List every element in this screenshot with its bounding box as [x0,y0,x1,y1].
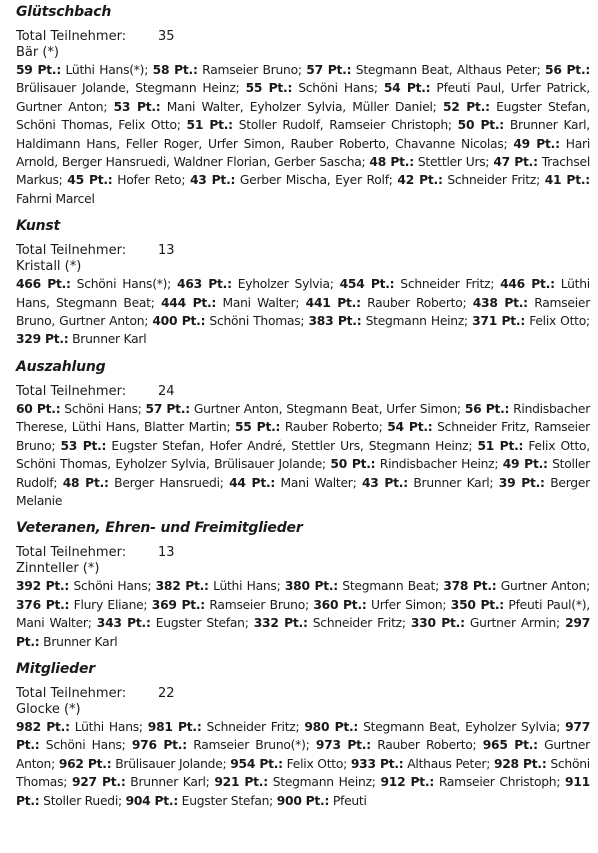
result-entry [306,296,467,310]
total-value: 22 [158,685,175,701]
participant-names: Hari Arnold, Berger Hansruedi, Waldner Florian, Gerber Sascha; [16,136,590,170]
result-entry [397,173,540,187]
section-veteranen [16,520,590,651]
result-entry [443,579,590,593]
result-entry [330,457,498,471]
prize-label: Bär (*) [16,45,60,60]
points-value: 962 Pt.: [58,756,112,771]
participant-names: Stegmann Beat, Eyholzer Sylvia; [363,719,561,734]
points-value: 378 Pt.: [443,579,497,594]
points-value: 466 Pt.: [16,277,71,292]
points-value: 954 Pt.: [230,756,283,771]
points-value: 376 Pt.: [16,597,70,612]
participant-names: Stegmann Beat; [342,579,439,594]
participant-names: Gurtner Anton; [16,738,590,771]
participant-names: Rindisbacher Therese, Lüthi Hans, Blatter Martin; [16,401,591,435]
prize-label: Kristall (*) [16,259,82,275]
participant-names: Schneider Fritz, Ramseier Bruno; [16,420,590,453]
results-paragraph [16,577,590,651]
total-participants [16,384,590,400]
points-value: 981 Pt.: [147,719,202,734]
points-value: 41 Pt.: [544,173,590,188]
result-entry [306,63,540,77]
points-value: 51 Pt.: [186,118,233,133]
points-value: 382 Pt.: [155,579,209,594]
points-value: 332 Pt.: [253,616,308,631]
participant-names: Schneider Fritz; [206,719,300,734]
section-auszahlung [16,359,590,510]
points-value: 360 Pt.: [313,597,367,612]
participant-names: Stoller Rudolf; [16,457,590,490]
result-entry [60,439,472,453]
points-value: 441 Pt.: [305,295,361,310]
section-title: Kunst [16,218,61,235]
participant-names: Stegmann Beat, Althaus Peter; [355,63,541,77]
points-value: 58 Pt.: [152,63,198,77]
results-document [16,0,590,820]
result-entry [152,314,304,328]
points-value: 52 Pt.: [442,99,490,114]
points-value: 49 Pt.: [513,136,560,151]
points-value: 928 Pt.: [493,756,547,771]
participant-names: Althaus Peter; [407,756,491,771]
participant-names: Gurtner Armin; [469,616,560,631]
result-entry [148,720,300,734]
participant-names: Schneider Fritz; [400,277,495,292]
total-value: 13 [158,243,175,259]
points-value: 976 Pt.: [131,738,187,753]
result-entry [161,296,299,310]
participant-names: Ramseier Bruno(*); [193,738,310,753]
participant-names: Eugster Stefan; [181,793,274,808]
points-value: 43 Pt.: [361,475,408,490]
points-value: 39 Pt.: [498,475,545,490]
points-value: 933 Pt.: [350,756,404,771]
points-value: 980 Pt.: [304,719,359,734]
result-entry [472,314,590,328]
points-value: 43 Pt.: [189,173,236,188]
points-value: 53 Pt.: [60,438,107,453]
participant-names: Brülisauer Jolande, Stegmann Heinz; [16,81,240,96]
participant-names: Ramseier Bruno; [209,597,309,612]
participant-names: Ramseier Bruno; [202,63,302,77]
points-value: 53 Pt.: [113,99,161,114]
result-entry [214,775,375,789]
points-value: 912 Pt.: [380,775,435,790]
result-entry [313,598,446,612]
total-label: Total Teilnehmer: [16,545,127,561]
points-value: 48 Pt.: [369,155,414,170]
participant-names: Berger Melanie [16,475,590,508]
points-value: 446 Pt.: [500,277,555,292]
points-value: 57 Pt.: [306,63,352,77]
result-entry [230,757,347,771]
points-value: 44 Pt.: [229,475,276,490]
participant-names: Schöni Hans; [298,81,378,96]
result-entry [16,720,143,734]
result-entry [156,579,281,593]
participant-names: Schöni Thomas; [16,756,590,790]
points-value: 350 Pt.: [450,597,504,612]
participant-names: Pfeuti [332,793,367,808]
points-value: 371 Pt.: [472,314,526,329]
result-entry [369,155,489,169]
participant-names: Eugster Stefan; [155,616,249,631]
participant-names: Stegmann Heinz; [365,314,468,329]
participant-names: Lüthi Hans(*); [65,63,149,77]
result-entry [285,579,439,593]
result-entry [97,616,249,630]
points-value: 383 Pt.: [308,314,362,329]
results-paragraph [16,718,590,810]
total-label: Total Teilnehmer: [16,243,127,259]
total-participants [16,29,590,45]
points-value: 400 Pt.: [152,314,206,329]
points-value: 911 Pt.: [16,775,590,808]
participant-names: Rauber Roberto; [367,295,467,310]
points-value: 965 Pt.: [482,738,538,753]
participant-names: Urfer Simon; [370,597,447,612]
result-entry [114,100,437,114]
participant-names: Brunner Karl [72,332,147,347]
results-paragraph [16,275,590,349]
result-entry [187,118,452,132]
total-label: Total Teilnehmer: [16,383,127,399]
points-value: 54 Pt.: [387,420,433,435]
result-entry [152,598,309,612]
points-value: 55 Pt.: [235,420,281,435]
result-entry [411,616,560,630]
participant-names: Mani Walter; [222,295,300,310]
points-value: 50 Pt.: [457,118,504,133]
total-value: 24 [158,383,175,399]
points-value: 49 Pt.: [502,457,548,472]
points-value: 59 Pt.: [16,63,61,77]
result-entry [340,277,495,291]
points-value: 48 Pt.: [62,475,109,490]
participant-names: Rauber Roberto; [377,738,477,753]
points-value: 55 Pt.: [245,81,293,96]
participant-names: Hofer Reto; [117,173,186,188]
points-value: 51 Pt.: [477,438,524,453]
total-label: Total Teilnehmer: [16,685,127,701]
result-entry [316,738,477,752]
total-participants [16,243,590,259]
points-value: 45 Pt.: [67,173,113,188]
result-entry [16,402,142,416]
participant-names: Mani Walter, Eyholzer Sylvia, Müller Daniel; [166,99,437,114]
section-title: Mitglieder [16,660,95,677]
section-kunst [16,218,590,349]
points-value: 900 Pt.: [276,793,330,808]
points-value: 56 Pt.: [545,63,591,77]
participant-names: Felix Otto; [529,314,590,329]
results-paragraph [16,400,590,510]
points-value: 927 Pt.: [71,775,126,790]
participant-names: Felix Otto; [286,756,348,771]
participant-names: Brunner Karl, Haldimann Hans, Feller Roger, Urfer Simon, Rauber Roberto, Chavanne Nicolas; [16,118,590,151]
section-title: Auszahlung [16,358,106,375]
result-entry [235,420,383,434]
points-value: 56 Pt.: [464,401,510,416]
participant-names: Pfeuti Paul(*), Mani Walter; [16,597,590,631]
result-entry [153,63,302,77]
participant-names: Felix Otto, Schöni Thomas, Eyholzer Sylvia, Brülisauer Jolande; [16,438,590,472]
points-value: 921 Pt.: [214,775,268,790]
participant-names: Stoller Rudolf, Ramseier Christoph; [238,118,452,133]
prize-label: Zinnteller (*) [16,561,100,577]
points-value: 380 Pt.: [284,579,338,594]
points-value: 297 Pt.: [16,616,590,649]
participant-names: Rauber Roberto; [284,420,383,435]
points-value: 463 Pt.: [177,277,232,292]
points-value: 57 Pt.: [145,401,190,416]
participant-names: Stettler Urs; [417,155,490,170]
section-mitglieder [16,661,590,810]
participant-names: Brunner Karl [43,634,118,649]
participant-names: Fahrni Marcel [16,191,95,206]
result-entry [304,720,560,734]
points-value: 369 Pt.: [151,597,205,612]
result-entry [229,476,356,490]
points-value: 982 Pt.: [16,719,70,734]
participant-names: Schneider Fritz; [312,616,406,631]
result-entry [63,476,224,490]
points-value: 60 Pt.: [16,401,61,416]
result-entry [126,794,273,808]
participant-names: Ramseier Christoph; [438,775,561,790]
participant-names: Mani Walter; [280,475,357,490]
participant-names: Gurtner Anton, Stegmann Beat, Urfer Simon; [193,401,461,416]
participant-names: Pfeuti Paul, Urfer Patrick, Gurtner Anton; [16,81,590,114]
participant-names: Eugster Stefan, Schöni Thomas, Felix Otto; [16,99,590,133]
points-value: 392 Pt.: [16,579,70,594]
result-entry [16,277,171,291]
points-value: 54 Pt.: [383,81,431,96]
participant-names: Schöni Hans(*); [76,277,172,292]
total-participants [16,686,590,702]
participant-names: Rindisbacher Heinz; [379,457,499,472]
participant-names: Stegmann Heinz; [272,775,376,790]
prize-label: Glocke (*) [16,701,81,717]
points-value: 438 Pt.: [472,295,528,310]
points-value: 904 Pt.: [125,793,178,808]
result-entry [132,738,310,752]
section-gluetschbach [16,4,590,208]
points-value: 977 Pt.: [16,719,591,753]
total-value: 35 [158,29,175,44]
result-entry [16,332,146,346]
participant-names: Trachsel Markus; [16,155,590,188]
result-entry [380,775,560,789]
result-entry [351,757,490,771]
results-paragraph [16,61,590,208]
participant-names: Stoller Ruedi; [43,793,122,808]
points-value: 454 Pt.: [339,277,395,292]
points-value: 330 Pt.: [410,616,465,631]
result-entry [16,63,148,77]
points-value: 444 Pt.: [161,295,217,310]
participant-names: Schöni Hans; [45,738,126,753]
result-entry [146,402,461,416]
participant-names: Schneider Fritz; [447,173,540,188]
participant-names: Ramseier Bruno, Gurtner Anton; [16,295,591,329]
participant-names: Lüthi Hans; [213,579,281,594]
participant-names: Brülisauer Jolande; [115,756,227,771]
points-value: 973 Pt.: [315,738,371,753]
total-value: 13 [158,545,175,561]
participant-names: Brunner Karl; [413,475,494,490]
result-entry [308,314,467,328]
participant-names: Gurtner Anton; [500,579,590,594]
participant-names: Lüthi Hans, Stegmann Beat; [16,277,590,310]
participant-names: Flury Eliane; [73,597,148,612]
points-value: 42 Pt.: [397,173,443,188]
result-entry [254,616,406,630]
participant-names: Berger Hansruedi; [114,475,224,490]
points-value: 329 Pt.: [16,332,69,347]
result-entry [277,794,367,808]
participant-names: Schöni Thomas; [209,314,305,329]
result-entry [246,81,378,95]
participant-names: Brunner Karl; [130,775,210,790]
participant-names: Gerber Mischa, Eyer Rolf; [239,173,393,188]
section-title: Glütschbach [16,4,112,20]
result-entry [190,173,393,187]
total-label: Total Teilnehmer: [16,29,127,44]
result-entry [177,277,334,291]
result-entry [72,775,210,789]
participant-names: Schöni Hans; [73,579,152,594]
result-entry [67,173,185,187]
participant-names: Schöni Hans; [64,401,142,416]
result-entry [59,757,227,771]
section-title: Veteranen, Ehren- und Freimitglieder [16,520,303,537]
total-participants [16,545,590,561]
result-entry [16,579,151,593]
result-entry [362,476,493,490]
points-value: 47 Pt.: [493,155,538,170]
participant-names: Lüthi Hans; [74,719,143,734]
participant-names: Eugster Stefan, Hofer André, Stettler Urs, Stegmann Heinz; [111,438,473,453]
points-value: 343 Pt.: [96,616,151,631]
result-entry [16,598,147,612]
points-value: 50 Pt.: [330,457,376,472]
participant-names: Eyholzer Sylvia; [237,277,334,292]
